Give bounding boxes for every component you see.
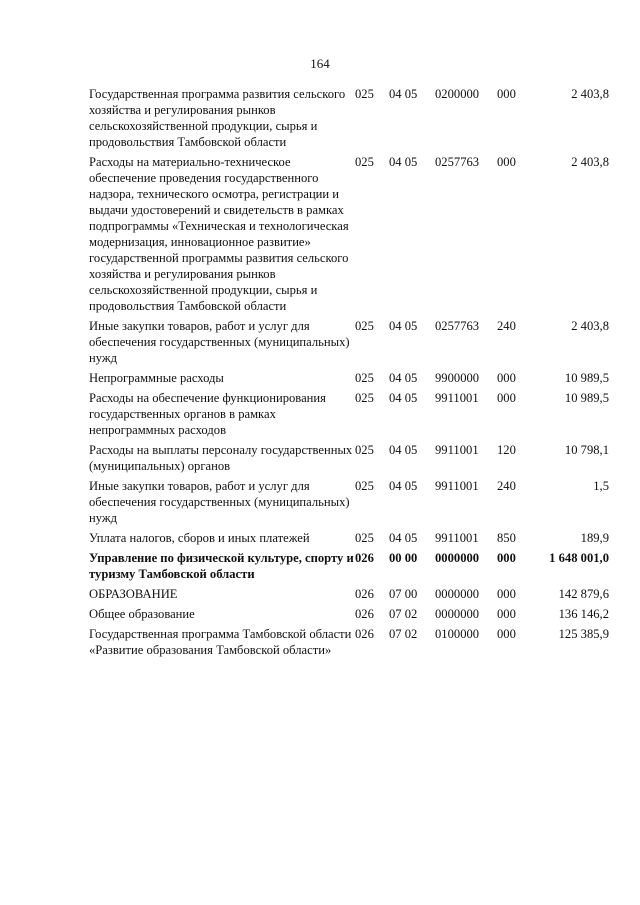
row-razdel-code: 04 05 bbox=[389, 319, 418, 333]
row-razdel-code: 07 02 bbox=[389, 627, 418, 641]
row-name: Общее образование bbox=[89, 607, 195, 621]
row-vedomstvo-code: 026 bbox=[355, 627, 374, 641]
row-vr-code: 000 bbox=[497, 371, 516, 385]
row-razdel-code: 04 05 bbox=[389, 391, 418, 405]
row-name: Расходы на выплаты персоналу государственных (муниципальных) органов bbox=[89, 443, 353, 473]
table-row bbox=[89, 442, 609, 478]
row-razdel-code: 04 05 bbox=[389, 155, 418, 169]
row-name: Иные закупки товаров, работ и услуг для обеспечения государственных (муниципальных) нужд bbox=[89, 319, 350, 365]
table-row bbox=[89, 530, 609, 550]
row-amount: 2 403,8 bbox=[571, 155, 609, 169]
table-row bbox=[89, 586, 609, 606]
row-vedomstvo-code: 026 bbox=[355, 551, 374, 565]
row-csr-code: 9900000 bbox=[435, 371, 480, 385]
row-vedomstvo-code: 026 bbox=[355, 587, 374, 601]
row-name: Иные закупки товаров, работ и услуг для обеспечения государственных (муниципальных) нужд bbox=[89, 479, 350, 525]
table-row bbox=[89, 478, 609, 530]
table-row bbox=[89, 550, 609, 586]
row-csr-code: 0000000 bbox=[435, 587, 480, 601]
row-vedomstvo-code: 025 bbox=[355, 443, 374, 457]
row-vedomstvo-code: 025 bbox=[355, 479, 374, 493]
row-vr-code: 000 bbox=[497, 587, 516, 601]
row-name: Уплата налогов, сборов и иных платежей bbox=[89, 531, 310, 545]
row-razdel-code: 04 05 bbox=[389, 479, 418, 493]
budget-table bbox=[89, 86, 609, 662]
row-csr-code: 0257763 bbox=[435, 155, 480, 169]
row-amount: 189,9 bbox=[580, 531, 609, 545]
row-vedomstvo-code: 026 bbox=[355, 607, 374, 621]
row-amount: 2 403,8 bbox=[571, 319, 609, 333]
row-vr-code: 000 bbox=[497, 155, 516, 169]
row-amount: 1,5 bbox=[593, 479, 609, 493]
row-name: Государственная программа развития сельского хозяйства и регулирования рынков сельскохозяйственной продукции, сырья и продовольствия Тамбовской области bbox=[89, 87, 346, 149]
row-vr-code: 000 bbox=[497, 627, 516, 641]
row-vr-code: 240 bbox=[497, 319, 516, 333]
row-vedomstvo-code: 025 bbox=[355, 531, 374, 545]
row-razdel-code: 07 02 bbox=[389, 607, 418, 621]
row-amount: 2 403,8 bbox=[571, 87, 609, 101]
row-name: Управление по физической культуре, спорту и туризму Тамбовской области bbox=[89, 551, 354, 581]
row-vr-code: 850 bbox=[497, 531, 516, 545]
row-razdel-code: 04 05 bbox=[389, 371, 418, 385]
row-razdel-code: 04 05 bbox=[389, 443, 418, 457]
row-amount: 136 146,2 bbox=[558, 607, 609, 621]
row-razdel-code: 07 00 bbox=[389, 587, 418, 601]
table-row bbox=[89, 390, 609, 442]
row-name: Расходы на материально-техническое обеспечение проведения государственного надзора, технического осмотра, регистрации и выдачи удостоверений и свидетельств в рамках подпрограммы «Техническая и технологическая модернизация, инновационное развитие» государственной программы развития сельского хозяйства и регулирования рынков сельскохозяйственной продукции, сырья и продовольствия Тамбовской области bbox=[89, 155, 349, 313]
row-vr-code: 000 bbox=[497, 391, 516, 405]
table-row bbox=[89, 626, 609, 662]
table-row bbox=[89, 318, 609, 370]
table-row bbox=[89, 154, 609, 318]
table-row bbox=[89, 86, 609, 154]
row-name: Расходы на обеспечение функционирования государственных органов в рамках непрограммных расходов bbox=[89, 391, 326, 437]
row-vedomstvo-code: 025 bbox=[355, 87, 374, 101]
row-csr-code: 9911001 bbox=[435, 391, 479, 405]
row-csr-code: 9911001 bbox=[435, 531, 479, 545]
row-vedomstvo-code: 025 bbox=[355, 391, 374, 405]
row-amount: 10 798,1 bbox=[564, 443, 609, 457]
row-vr-code: 120 bbox=[497, 443, 516, 457]
row-csr-code: 9911001 bbox=[435, 443, 479, 457]
row-csr-code: 0100000 bbox=[435, 627, 480, 641]
row-amount: 10 989,5 bbox=[564, 371, 609, 385]
row-vr-code: 240 bbox=[497, 479, 516, 493]
row-amount: 125 385,9 bbox=[558, 627, 609, 641]
row-csr-code: 0200000 bbox=[435, 87, 480, 101]
row-csr-code: 0000000 bbox=[435, 607, 480, 621]
row-vedomstvo-code: 025 bbox=[355, 155, 374, 169]
row-vr-code: 000 bbox=[497, 87, 516, 101]
table-row bbox=[89, 606, 609, 626]
row-razdel-code: 00 00 bbox=[389, 551, 418, 565]
table-row bbox=[89, 370, 609, 390]
row-csr-code: 0000000 bbox=[435, 551, 480, 565]
row-amount: 1 648 001,0 bbox=[549, 551, 609, 565]
page-number: 164 bbox=[310, 56, 330, 71]
row-csr-code: 9911001 bbox=[435, 479, 479, 493]
budget-table-body bbox=[89, 86, 609, 662]
row-name: ОБРАЗОВАНИЕ bbox=[89, 587, 178, 601]
row-razdel-code: 04 05 bbox=[389, 87, 418, 101]
row-name: Государственная программа Тамбовской области «Развитие образования Тамбовской области» bbox=[89, 627, 352, 657]
row-vr-code: 000 bbox=[497, 551, 516, 565]
row-amount: 142 879,6 bbox=[558, 587, 609, 601]
row-csr-code: 0257763 bbox=[435, 319, 480, 333]
row-amount: 10 989,5 bbox=[564, 391, 609, 405]
row-vr-code: 000 bbox=[497, 607, 516, 621]
row-vedomstvo-code: 025 bbox=[355, 371, 374, 385]
row-vedomstvo-code: 025 bbox=[355, 319, 374, 333]
row-razdel-code: 04 05 bbox=[389, 531, 418, 545]
row-name: Непрограммные расходы bbox=[89, 371, 224, 385]
